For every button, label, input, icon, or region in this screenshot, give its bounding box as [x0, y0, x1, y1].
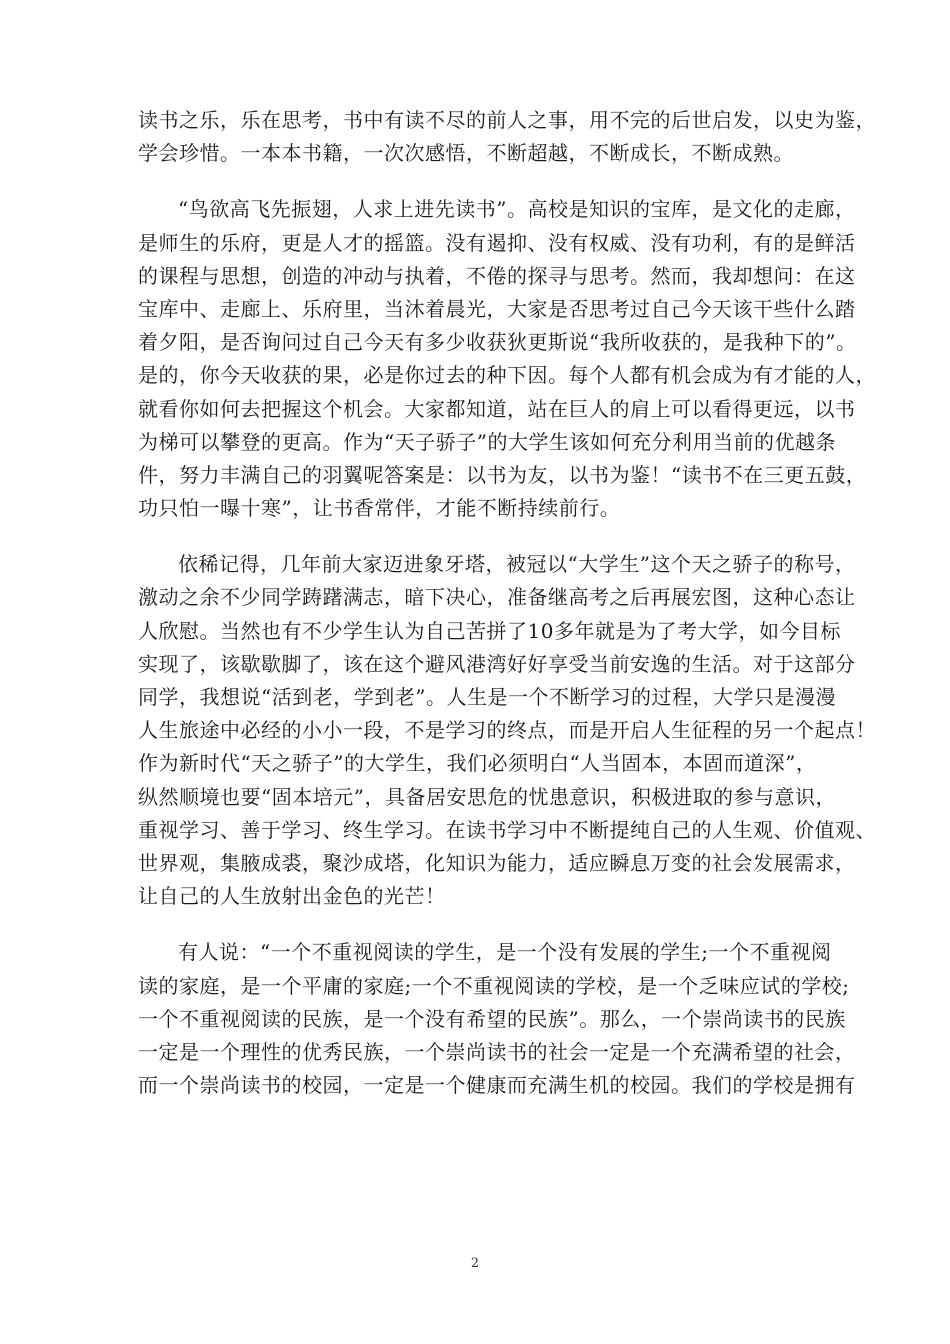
body-text: [138, 104, 876, 1102]
text-line: 宝库中、走廊上、乐府里，当沐着晨光，大家是否思考过自己今天该干些什么踏: [138, 296, 856, 321]
text-line: “鸟欲高飞先振翅，人求上进先读书”。高校是知识的宝库，是文化的走廊，: [178, 197, 856, 222]
text-line: 读的家庭，是一个平庸的家庭;一个不重视阅读的学校，是一个乏味应试的学校;: [138, 973, 850, 998]
text-line: 作为新时代“天之骄子”的大学生，我们必须明白“人当固本，本固而道深”，: [138, 751, 817, 776]
text-line: 就看你如何去把握这个机会。大家都知道，站在巨人的肩上可以看得更远，以书: [138, 396, 856, 421]
text-line: 读书之乐，乐在思考，书中有读不尽的前人之事，用不完的后世启发，以史为鉴，: [138, 108, 876, 132]
text-line: 人生旅途中必经的小小一段，不是学习的终点，而是开启人生征程的另一个起点！: [138, 718, 876, 743]
paragraph-1: [138, 104, 876, 170]
paragraph-2: [138, 193, 876, 525]
text-line: 而一个崇尚读书的校园，一定是一个健康而充满生机的校园。我们的学校是拥有: [138, 1073, 856, 1098]
text-line: 实现了，该歇歇脚了，该在这个避风港湾好好享受当前安逸的生活。对于这部分: [138, 651, 856, 676]
text-line: 激动之余不少同学踌躇满志，暗下决心，准备继高考之后再展宏图，这种心态让: [138, 585, 856, 610]
page-number: 2: [470, 1256, 480, 1271]
text-line: 让自己的人生放射出金色的光芒！: [138, 884, 446, 909]
text-line: 是的，你今天收获的果，必是你过去的种下因。每个人都有机会成为有才能的人，: [138, 363, 876, 388]
text-line: 纵然顺境也要“固本培元”，具备居安思危的忧患意识，积极进取的参与意识，: [138, 784, 836, 809]
text-line: 有人说：“一个不重视阅读的学生，是一个没有发展的学生;一个不重视阅: [178, 940, 832, 965]
text-line: 着夕阳，是否询问过自己今天有多少收获狄更斯说“我所收获的，是我种下的”。: [138, 330, 857, 355]
text-line: 一个不重视阅读的民族，是一个没有希望的民族”。那么，一个崇尚读书的民族: [138, 1006, 846, 1031]
text-line: 依稀记得，几年前大家迈进象牙塔，被冠以“大学生”这个天之骄子的称号，: [178, 552, 856, 577]
paragraph-4: [138, 936, 856, 1102]
text-line: 功只怕一曝十寒”，让书香常伴，才能不断持续前行。: [138, 496, 621, 521]
text-line: 同学，我想说“活到老，学到老”。人生是一个不断学习的过程，大学只是漫漫: [138, 685, 836, 709]
text-line: 为梯可以攀登的更高。作为“天子骄子”的大学生该如何充分利用当前的优越条: [138, 429, 836, 454]
text-line: 是师生的乐府，更是人才的摇篮。没有遏抑、没有权威、没有功利，有的是鲜活: [138, 230, 856, 255]
text-line: 世界观，集腋成裘，聚沙成塔，化知识为能力，适应瞬息万变的社会发展需求，: [138, 850, 856, 875]
text-line: 人欣慰。当然也有不少学生认为自己苦拼了10多年就是为了考大学，如今目标: [138, 618, 841, 643]
text-line: 一定是一个理性的优秀民族，一个崇尚读书的社会一定是一个充满希望的社会，: [138, 1039, 856, 1064]
paragraph-3: [138, 548, 876, 913]
text-line: 重视学习、善于学习、终生学习。在读书学习中不断提纯自己的人生观、价值观、: [138, 817, 876, 842]
text-line: 的课程与思想，创造的冲动与执着，不倦的探寻与思考。然而，我却想问：在这: [138, 263, 856, 288]
text-line: 件，努力丰满自己的羽翼呢答案是：以书为友，以书为鉴！“读书不在三更五鼓，: [138, 462, 867, 487]
text-line: 学会珍惜。一本本书籍，一次次感悟，不断超越，不断成长，不断成熟。: [138, 141, 794, 166]
